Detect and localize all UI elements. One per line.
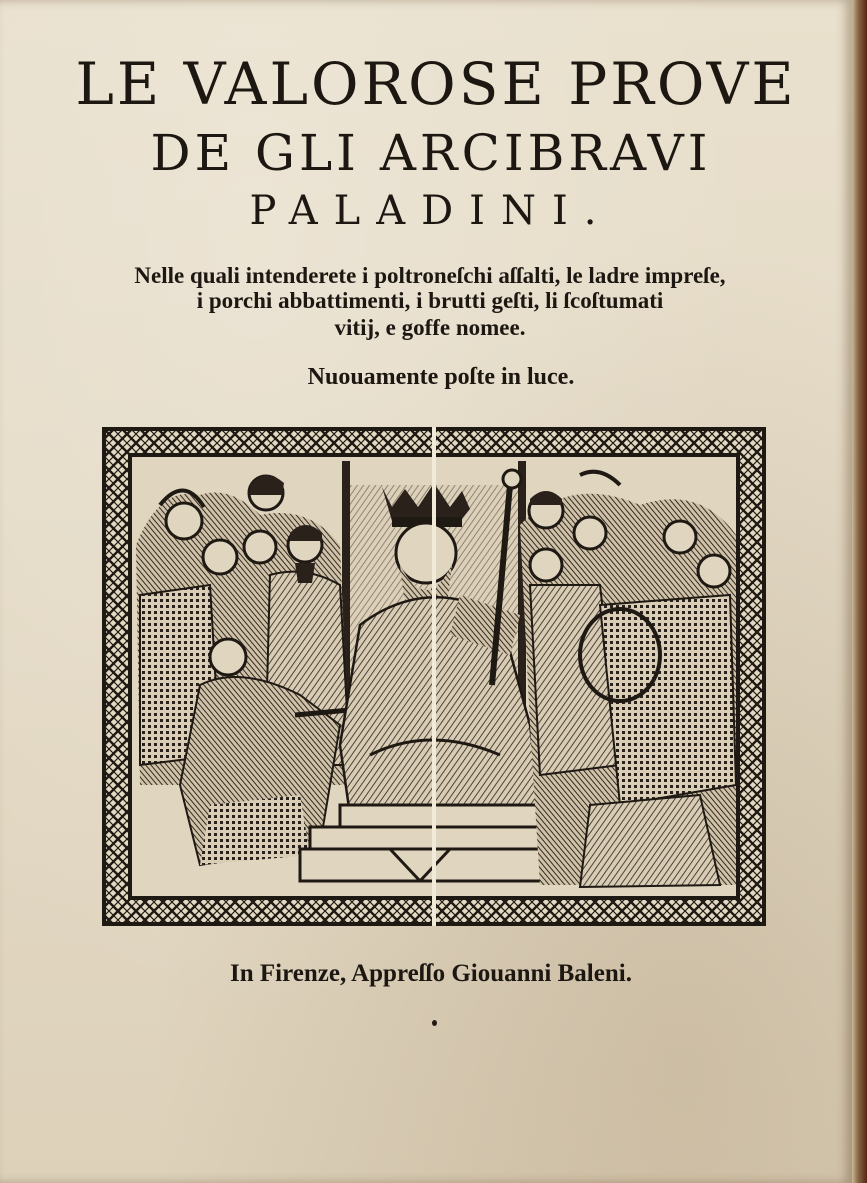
right-courtiers (520, 472, 736, 887)
subtitle-line-2: i porchi abbattimenti, i brutti geſti, li ſcoſtumati (196, 288, 664, 313)
imprint: In Firenze, Appreſſo Giouanni Baleni. (230, 960, 632, 987)
publication-notice: Nuouamente poſte in luce. (307, 364, 575, 390)
title-line-2: DE GLI ARCIBRAVI (150, 124, 712, 182)
subtitle-line-1: Nelle quali intenderete i poltroneſchi aſſalti, le ladre impreſe, (134, 263, 726, 288)
woodcut-illustration (100, 425, 768, 928)
page-edge (852, 0, 867, 1183)
title-line-1: LE VALOROSE PROVE (75, 50, 797, 118)
ornament-dot (432, 1020, 437, 1026)
subtitle-line-3: vitij, e goffe nomee. (334, 315, 526, 340)
title-line-3: PALADINI. (249, 188, 613, 234)
